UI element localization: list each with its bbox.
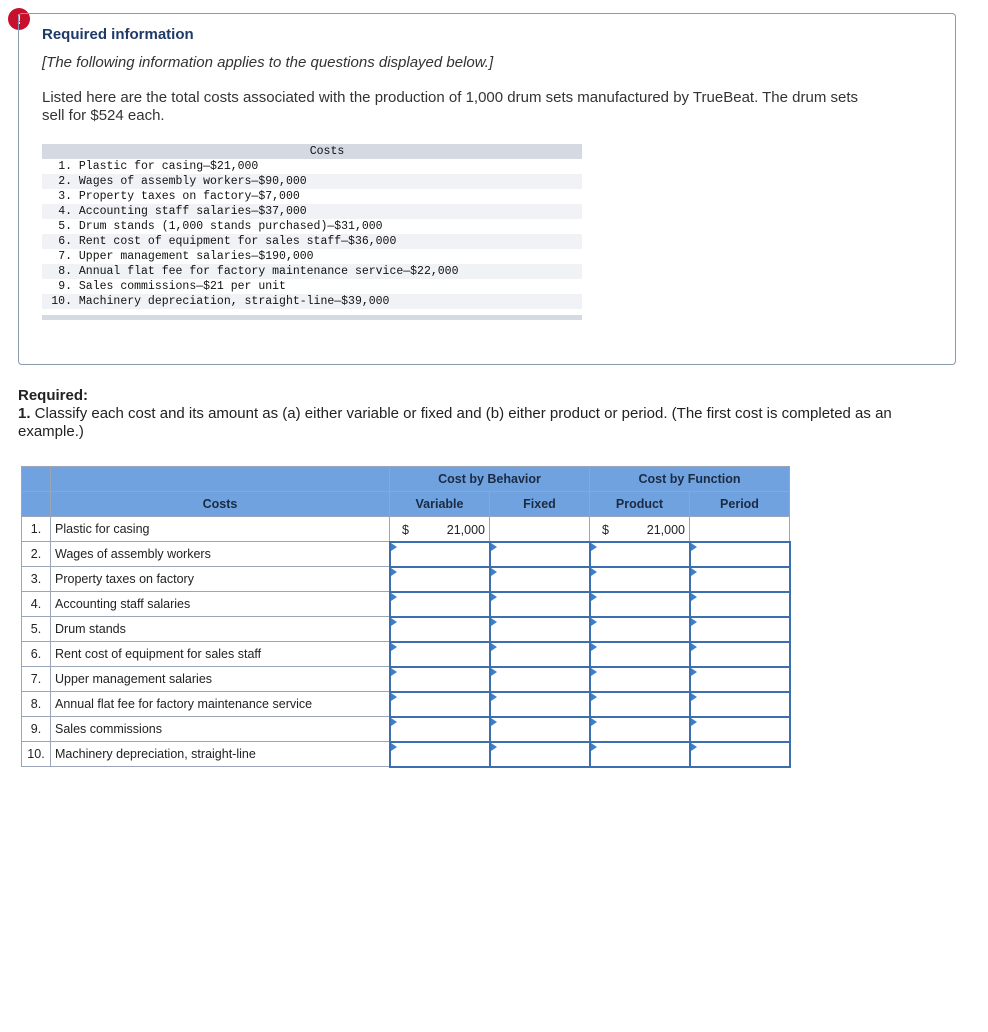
cost-item: 2. Wages of assembly workers—$90,000	[42, 174, 582, 189]
period-value	[690, 517, 790, 542]
period-input[interactable]	[690, 542, 790, 567]
variable-input[interactable]	[390, 667, 490, 692]
fixed-input[interactable]	[490, 542, 590, 567]
header-product: Product	[590, 492, 690, 517]
row-label: Annual flat fee for factory maintenance service	[51, 692, 390, 717]
variable-input[interactable]	[390, 592, 490, 617]
cost-item: 9. Sales commissions—$21 per unit	[58, 280, 286, 293]
cost-item: 3. Property taxes on factory—$7,000	[58, 190, 300, 203]
variable-value: $ 21,000	[390, 517, 490, 542]
cost-item: 10. Machinery depreciation, straight-line—$39,000	[42, 294, 582, 309]
required-heading: Required:	[18, 387, 89, 404]
variable-input[interactable]	[390, 742, 490, 767]
table-row	[22, 617, 790, 642]
table-row	[22, 542, 790, 567]
fixed-input[interactable]	[490, 567, 590, 592]
table-row	[22, 717, 790, 742]
info-title: Required information	[42, 26, 194, 43]
fixed-value	[490, 517, 590, 542]
fixed-input[interactable]	[490, 717, 590, 742]
variable-input[interactable]	[390, 542, 490, 567]
row-number: 4.	[22, 592, 51, 617]
row-label: Machinery depreciation, straight-line	[51, 742, 390, 767]
header-fixed: Fixed	[490, 492, 590, 517]
variable-input[interactable]	[390, 567, 490, 592]
costs-list-header: Costs	[42, 144, 582, 159]
period-input[interactable]	[690, 617, 790, 642]
fixed-input[interactable]	[490, 642, 590, 667]
row-label: Upper management salaries	[51, 667, 390, 692]
table-row	[22, 642, 790, 667]
row-label: Sales commissions	[51, 717, 390, 742]
costs-list-footer	[42, 315, 582, 320]
variable-input[interactable]	[390, 642, 490, 667]
product-input[interactable]	[590, 642, 690, 667]
product-input[interactable]	[590, 617, 690, 642]
product-input[interactable]	[590, 717, 690, 742]
header-variable: Variable	[390, 492, 490, 517]
row-number: 8.	[22, 692, 51, 717]
row-label: Rent cost of equipment for sales staff	[51, 642, 390, 667]
required-text: 1. Classify each cost and its amount as (a) either variable or fixed and (b) either product or period. (The first cost is completed as an example.)	[18, 405, 892, 440]
fixed-input[interactable]	[490, 592, 590, 617]
costs-list	[42, 144, 582, 320]
table-row	[22, 667, 790, 692]
cost-item: 5. Drum stands (1,000 stands purchased)—$31,000	[58, 220, 383, 233]
row-label: Drum stands	[51, 617, 390, 642]
row-number: 10.	[22, 742, 51, 767]
row-number: 7.	[22, 667, 51, 692]
classification-table	[21, 466, 791, 768]
cost-item: 7. Upper management salaries—$190,000	[58, 250, 314, 263]
variable-input[interactable]	[390, 692, 490, 717]
product-input[interactable]	[590, 692, 690, 717]
header-cost-by-behavior: Cost by Behavior	[390, 467, 590, 492]
table-row	[22, 517, 790, 542]
row-number: 2.	[22, 542, 51, 567]
row-label: Wages of assembly workers	[51, 542, 390, 567]
header-costs: Costs	[51, 492, 390, 517]
product-input[interactable]	[590, 542, 690, 567]
info-description: Listed here are the total costs associated with the production of 1,000 drum sets manufactured by TrueBeat. The drum sets sell for $524 each.	[42, 89, 859, 124]
alert-icon: !	[8, 8, 30, 30]
table-row	[22, 567, 790, 592]
table-row	[22, 742, 790, 767]
header-blank	[22, 492, 51, 517]
cost-item: 1. Plastic for casing—$21,000	[58, 160, 259, 173]
header-blank	[22, 467, 51, 492]
period-input[interactable]	[690, 742, 790, 767]
fixed-input[interactable]	[490, 667, 590, 692]
product-input[interactable]	[590, 742, 690, 767]
header-blank	[51, 467, 390, 492]
cost-item: 6. Rent cost of equipment for sales staff—$36,000	[42, 234, 582, 249]
period-input[interactable]	[690, 667, 790, 692]
fixed-input[interactable]	[490, 742, 590, 767]
row-number: 3.	[22, 567, 51, 592]
period-input[interactable]	[690, 592, 790, 617]
period-input[interactable]	[690, 567, 790, 592]
header-cost-by-function: Cost by Function	[590, 467, 790, 492]
row-number: 9.	[22, 717, 51, 742]
period-input[interactable]	[690, 717, 790, 742]
row-label: Plastic for casing	[51, 517, 390, 542]
row-number: 5.	[22, 617, 51, 642]
variable-input[interactable]	[390, 617, 490, 642]
period-input[interactable]	[690, 692, 790, 717]
variable-input[interactable]	[390, 717, 490, 742]
fixed-input[interactable]	[490, 617, 590, 642]
row-number: 1.	[22, 517, 51, 542]
header-period: Period	[690, 492, 790, 517]
fixed-input[interactable]	[490, 692, 590, 717]
row-number: 6.	[22, 642, 51, 667]
row-label: Property taxes on factory	[51, 567, 390, 592]
cost-item: 4. Accounting staff salaries—$37,000	[42, 204, 582, 219]
table-row	[22, 592, 790, 617]
info-note: [The following information applies to the questions displayed below.]	[42, 54, 494, 71]
row-label: Accounting staff salaries	[51, 592, 390, 617]
product-input[interactable]	[590, 667, 690, 692]
product-input[interactable]	[590, 592, 690, 617]
product-value: $ 21,000	[590, 517, 690, 542]
cost-item: 8. Annual flat fee for factory maintenance service—$22,000	[42, 264, 582, 279]
product-input[interactable]	[590, 567, 690, 592]
table-row	[22, 692, 790, 717]
period-input[interactable]	[690, 642, 790, 667]
